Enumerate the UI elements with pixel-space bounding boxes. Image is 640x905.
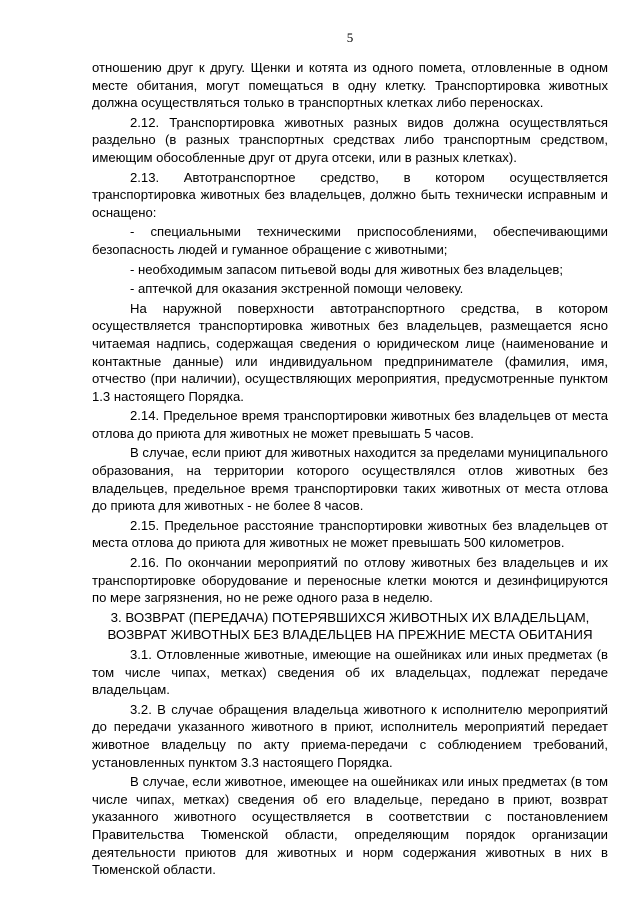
paragraph-2-12: 2.12. Транспортировка животных разных видов должна осуществляться раздельно (в разных транспортных средствах либо транспортным средством, имеющим обособленные друг от друга отсеки, или в разных клетках).: [92, 114, 608, 165]
paragraph-vehicle-inscription: На наружной поверхности автотранспортного средства, в котором осуществляется транспортировка животных без владельцев, размещается ясно читаемая надпись, содержащая сведения о юридическом лице (наименование и контактные данные) или индивидуальном предпринимателе (фамилия, имя, отчество (при наличии), осуществляющих мероприятия, предусмотренные пунктом 1.3 настоящего Порядка.: [92, 300, 608, 404]
paragraph-shelter-outside-municipality: В случае, если приют для животных находится за пределами муниципального образования, на территории которого осуществлялся отлов животных без владельцев, предельное время транспортировки таких животных от места отлова до приюта для животных - не более 8 часов.: [92, 445, 608, 514]
document-page: [92, 0, 608, 905]
paragraph-2-14: 2.14. Предельное время транспортировки животных без владельцев от места отлова до приюта для животных не может превышать 5 часов.: [92, 408, 608, 441]
list-item-first-aid-kit: - аптечкой для оказания экстренной помощи человеку.: [130, 281, 464, 297]
list-item-water-supply: - необходимым запасом питьевой воды для животных без владельцев;: [130, 261, 564, 277]
list-item-special-devices: - специальными техническими приспособлениями, обеспечивающими безопасность людей и гуманное обращение с животными;: [92, 224, 608, 257]
paragraph-2-15: 2.15. Предельное расстояние транспортировки животных без владельцев от места отлова до приюта для животных не может превышать 500 километров.: [92, 517, 608, 551]
paragraph-3-2: 3.2. В случае обращения владельца животного к исполнителю мероприятий до передачи указанного животного в приют, исполнитель мероприятий передает животное владельцу по акту приема-передачи с соблюдением требований, установленных пунктом 3.3 настоящего Порядка.: [92, 701, 608, 770]
paragraph-3-1: 3.1. Отловленные животные, имеющие на ошейниках или иных предметах (в том числе чипах, метках) сведения об их владельцах, подлежат передаче владельцам.: [92, 647, 608, 698]
section-3-heading-line-2: ВОЗВРАТ ЖИВОТНЫХ БЕЗ ВЛАДЕЛЬЦЕВ НА ПРЕЖНИЕ МЕСТА ОБИТАНИЯ: [107, 627, 593, 643]
document-body: [92, 59, 608, 879]
paragraph-2-13: 2.13. Автотранспортное средство, в котором осуществляется транспортировка животных без владельцев, должно быть технически исправным и оснащено:: [92, 169, 608, 220]
section-3-heading: [92, 609, 608, 644]
paragraph-shelter-return: В случае, если животное, имеющее на ошейниках или иных предметах (в том числе чипах, метках) сведения об его владельце, передано в приют, возврат указанного животного осуществляется в соответствии с постановлением Правительства Тюменской области, определяющим порядок организации деятельности приютов для животных и норм содержания животных в них в Тюменской области.: [92, 774, 608, 878]
section-3-heading-line-1: 3. ВОЗВРАТ (ПЕРЕДАЧА) ПОТЕРЯВШИХСЯ ЖИВОТНЫХ ИХ ВЛАДЕЛЬЦАМ,: [110, 609, 590, 625]
paragraph-2-16: 2.16. По окончании мероприятий по отлову животных без владельцев и их транспортировке оборудование и переносные клетки моются и дезинфицируются по мере загрязнения, но не реже одного раза в неделю.: [92, 555, 608, 606]
paragraph-continuation: отношению друг к другу. Щенки и котята из одного помета, отловленные в одном месте обитания, могут помещаться в одну клетку. Транспортировка животных должна осуществляться только в транспортных клетках либо переносках.: [92, 60, 608, 111]
page-number: 5: [346, 30, 354, 45]
